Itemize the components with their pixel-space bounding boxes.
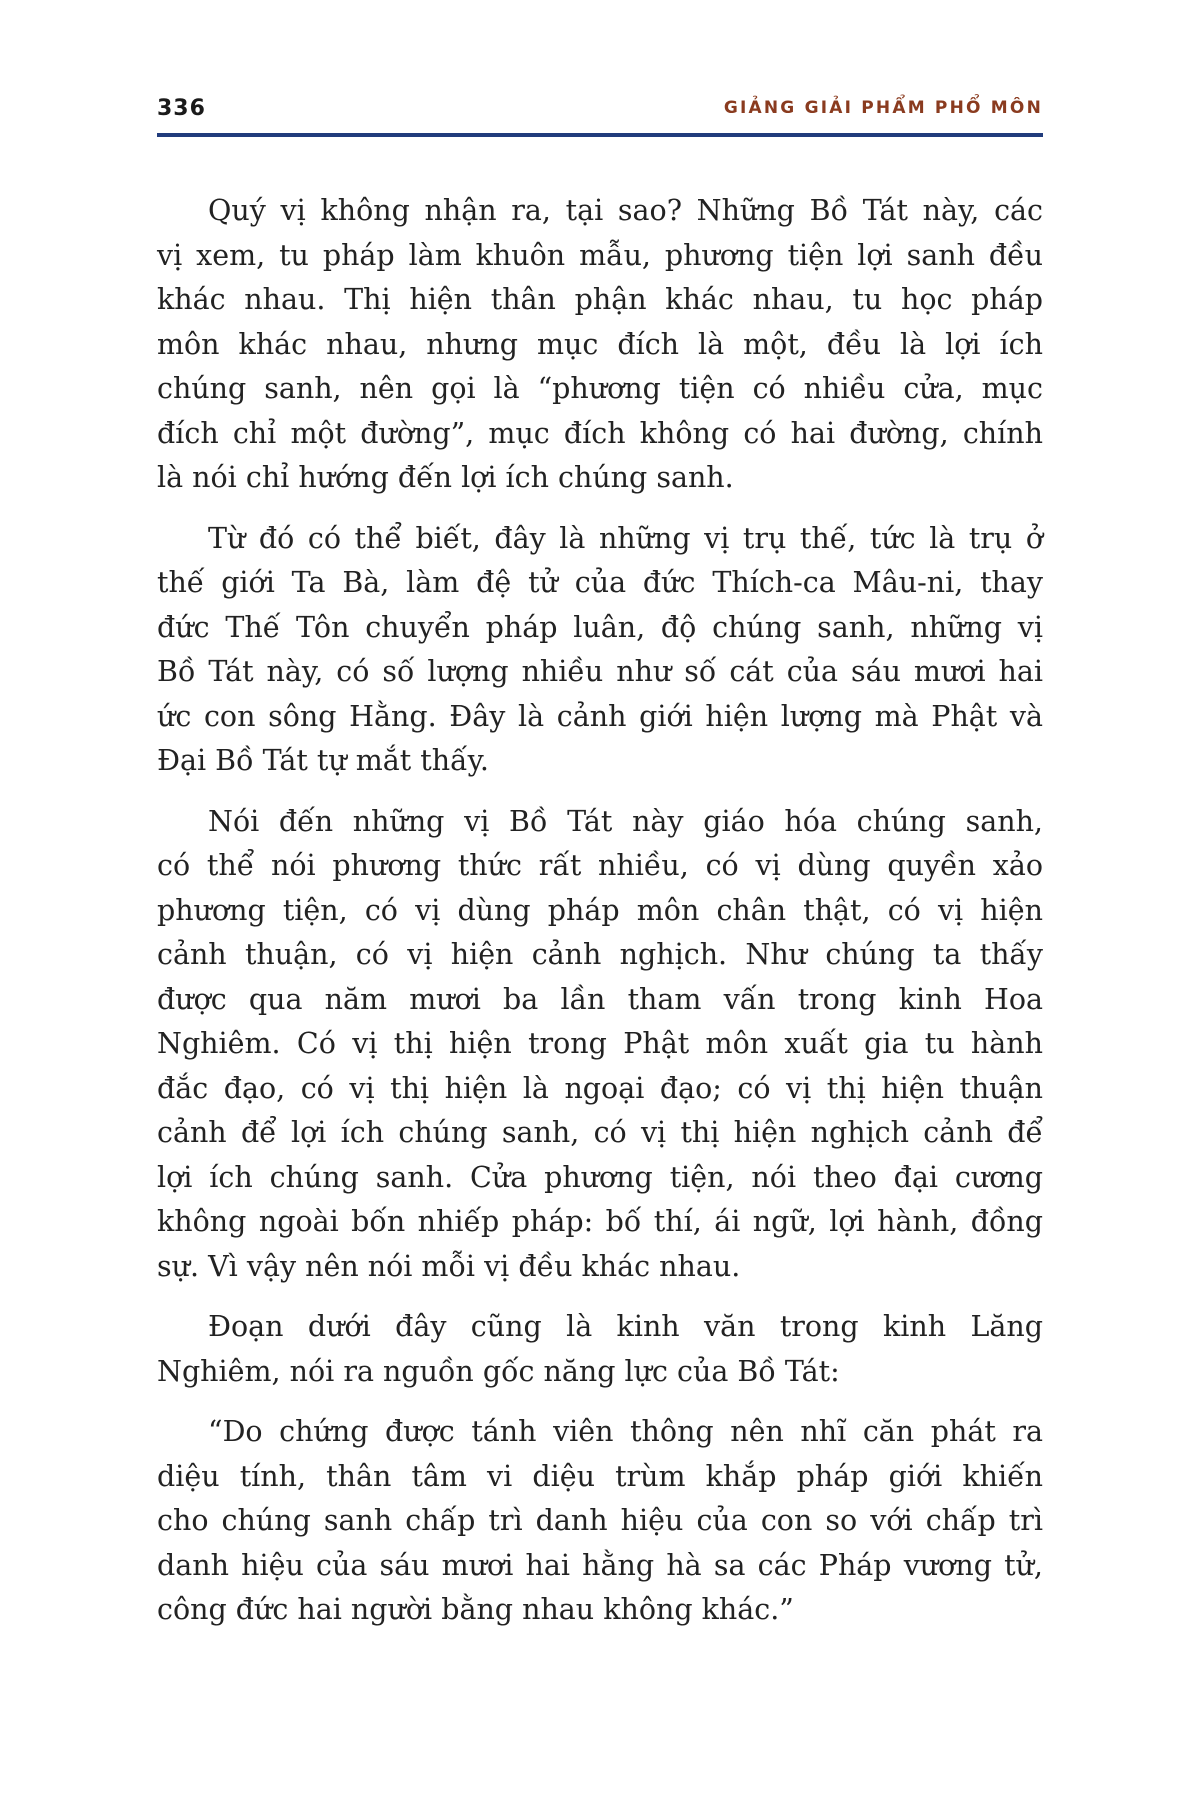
text-line: Từ đó có thể biết, đây là những vị trụ thế, tức là trụ ở: [208, 521, 1043, 555]
text-line: phương tiện, có vị dùng pháp môn chân thật, có vị hiện: [157, 893, 1043, 927]
paragraph: [157, 517, 1043, 784]
text-line: Nghiêm. Có vị thị hiện trong Phật môn xuất gia tu hành: [157, 1027, 1043, 1060]
text-line: vị xem, tu pháp làm khuôn mẫu, phương tiện lợi sanh đều: [157, 238, 1043, 272]
paragraph: [157, 189, 1043, 501]
text-line: thế giới Ta Bà, làm đệ tử của đức Thích-ca Mâu-ni, thay: [157, 566, 1043, 599]
page-number: 336: [157, 96, 206, 121]
text-line: Bồ Tát này, có số lượng nhiều như số cát của sáu mươi hai: [157, 655, 1043, 688]
text-line: sự. Vì vậy nên nói mỗi vị đều khác nhau.: [157, 1249, 741, 1283]
text-line: diệu tính, thân tâm vi diệu trùm khắp pháp giới khiến: [157, 1459, 1043, 1493]
text-line: cảnh thuận, có vị hiện cảnh nghịch. Như chúng ta thấy: [157, 938, 1043, 971]
quote-paragraph: [157, 1410, 1043, 1633]
text-line: không ngoài bốn nhiếp pháp: bố thí, ái ngữ, lợi hành, đồng: [157, 1205, 1043, 1238]
text-line: lợi ích chúng sanh. Cửa phương tiện, nói theo đại cương: [157, 1160, 1043, 1194]
body-text: [157, 189, 1043, 1649]
text-line: chúng sanh, nên gọi là “phương tiện có nhiều cửa, mục: [157, 372, 1043, 405]
page-header: [157, 96, 1043, 128]
text-line: đắc đạo, có vị thị hiện là ngoại đạo; có vị thị hiện thuận: [157, 1071, 1043, 1105]
paragraph: [157, 1305, 1043, 1394]
text-line: môn khác nhau, nhưng mục đích là một, đều là lợi ích: [157, 327, 1043, 361]
text-line: Quý vị không nhận ra, tại sao? Những Bồ Tát này, các: [208, 194, 1043, 227]
text-line: Nghiêm, nói ra nguồn gốc năng lực của Bồ Tát:: [157, 1354, 840, 1388]
running-title: GIẢNG GIẢI PHẨM PHỔ MÔN: [723, 98, 1043, 118]
header-rule: [157, 133, 1043, 137]
text-line: Nói đến những vị Bồ Tát này giáo hóa chúng sanh,: [208, 804, 1043, 838]
text-line: “Do chứng được tánh viên thông nên nhĩ căn phát ra: [208, 1415, 1043, 1448]
text-line: khác nhau. Thị hiện thân phận khác nhau, tu học pháp: [157, 283, 1043, 316]
text-line: là nói chỉ hướng đến lợi ích chúng sanh.: [157, 461, 734, 494]
text-line: ức con sông Hằng. Đây là cảnh giới hiện lượng mà Phật và: [157, 699, 1043, 733]
text-line: Đoạn dưới đây cũng là kinh văn trong kinh Lăng: [208, 1310, 1043, 1343]
text-line: cảnh để lợi ích chúng sanh, có vị thị hiện nghịch cảnh để: [157, 1116, 1043, 1149]
paragraph: [157, 800, 1043, 1290]
text-line: danh hiệu của sáu mươi hai hằng hà sa các Pháp vương tử,: [157, 1548, 1043, 1582]
text-line: đích chỉ một đường”, mục đích không có hai đường, chính: [157, 416, 1043, 450]
text-line: công đức hai người bằng nhau không khác.”: [157, 1593, 794, 1626]
text-line: có thể nói phương thức rất nhiều, có vị dùng quyền xảo: [157, 849, 1043, 882]
text-line: được qua năm mươi ba lần tham vấn trong kinh Hoa: [157, 982, 1043, 1016]
text-line: cho chúng sanh chấp trì danh hiệu của con so với chấp trì: [157, 1504, 1043, 1537]
text-line: Đại Bồ Tát tự mắt thấy.: [157, 744, 489, 777]
text-line: đức Thế Tôn chuyển pháp luân, độ chúng sanh, những vị: [157, 610, 1043, 644]
